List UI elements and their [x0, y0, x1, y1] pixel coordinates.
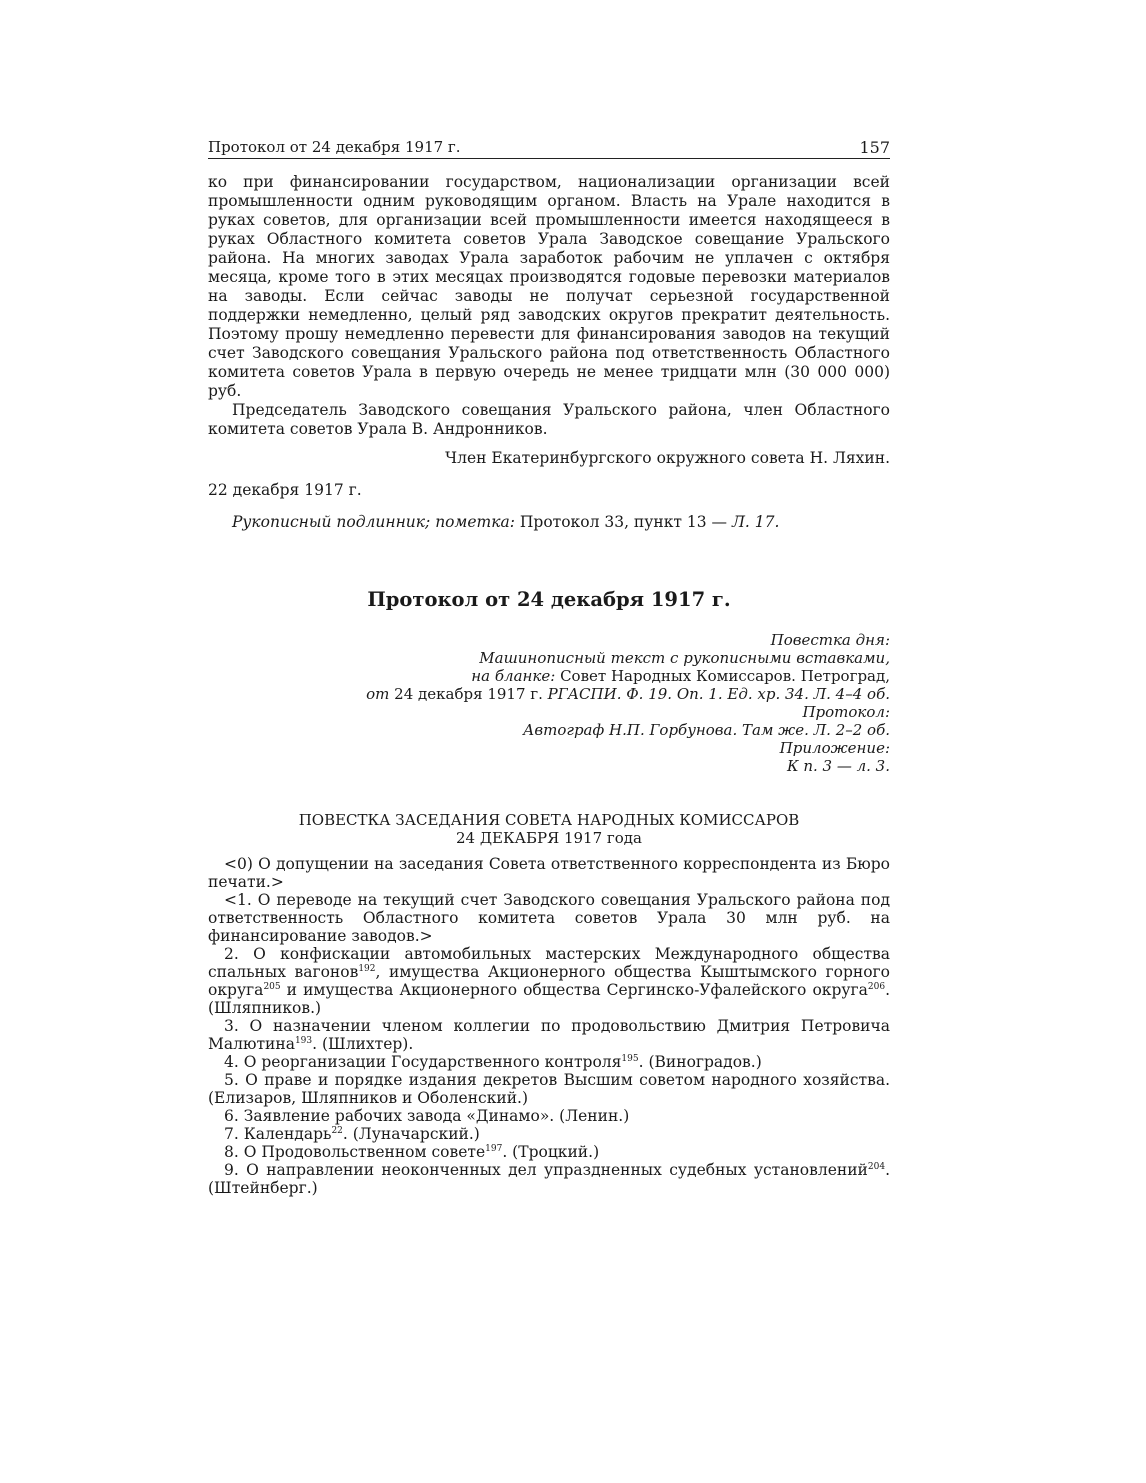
footnote-ref-195: 195	[621, 1053, 639, 1064]
meta-on-form-line	[208, 667, 890, 685]
agenda-item-4	[208, 1053, 890, 1071]
meta-from-label: от	[366, 685, 390, 703]
meta-protocol-label: Протокол:	[802, 703, 890, 721]
agenda-item-2-text-a: 2. О конфискации автомобильных мастерских Международного общества спальных вагонов	[208, 945, 890, 981]
letter-body: ко при финансировании государством, национализации организации всей промышленности одним руководящим органом. Власть на Урале находится в руках советов, для организации всей промышленности имеется находящееся в руках Областного комитета советов Урала Заводское совещание Уральского района. На многих заводах Урала заработок рабочим не уплачен с октября месяца, кроме того в этих месяцах производятся годовые перевозки материалов на заводы. Если сейчас заводы не получат серьезной государственной поддержки немедленно, целый ряд заводских округов прекратит деятельность. Поэтому прошу немедленно перевести для финансирования заводов на текущий счет Заводского совещания Уральского района под ответственность Областного комитета советов Урала в первую очередь не менее тридцати млн (30 000 000) руб.	[208, 173, 890, 400]
archival-metadata	[208, 631, 890, 775]
signature-member: Член Екатеринбургского окружного совета Н. Ляхин.	[445, 449, 890, 467]
source-note-sheet: Л. 17.	[731, 513, 780, 531]
agenda-item-9-text-a: 9. О направлении неоконченных дел упраздненных судебных установлений	[224, 1161, 868, 1179]
agenda-item-4-text-b: . (Виноградов.)	[638, 1053, 762, 1071]
agenda-title-line-2: 24 ДЕКАБРЯ 1917 года	[456, 829, 642, 847]
footnote-ref-204: 204	[867, 1161, 886, 1172]
source-note	[208, 513, 890, 532]
agenda-item-5: 5. О праве и порядке издания декретов Высшим советом народного хозяйства. (Елизаров, Шляпников и Оболенский.)	[208, 1071, 890, 1107]
meta-from-date: 24 декабря 1917 г.	[389, 685, 548, 703]
agenda-list	[208, 855, 890, 1197]
meta-appendix-label: Приложение:	[779, 739, 890, 757]
agenda-item-0: <0) О допущении на заседания Совета ответственного корреспондента из Бюро печати.>	[208, 855, 890, 891]
meta-typed-text: Машинописный текст с рукописными вставками,	[479, 649, 890, 667]
protocol-title: Протокол от 24 декабря 1917 г.	[367, 588, 731, 611]
source-note-type: Рукописный подлинник; пометка:	[232, 513, 515, 531]
page-number: 157	[859, 138, 890, 157]
agenda-item-6: 6. Заявление рабочих завода «Динамо». (Ленин.)	[224, 1107, 630, 1125]
running-header	[208, 138, 890, 159]
agenda-item-2-text-b: , имущества Акционерного общества Кыштымского горного округа	[208, 963, 891, 999]
meta-autograph: Автограф Н.П. Горбунова. Там же. Л. 2–2 об.	[523, 721, 890, 739]
agenda-item-2-text-d: . (Шляпников.)	[208, 981, 890, 1017]
agenda-item-9-text-b: . (Штейнберг.)	[208, 1161, 890, 1197]
agenda-item-3-text-b: . (Шлихтер).	[312, 1035, 414, 1053]
agenda-title	[208, 811, 890, 847]
agenda-item-3	[208, 1017, 890, 1053]
agenda-item-7	[208, 1125, 890, 1143]
footnote-ref-197: 197	[485, 1143, 503, 1154]
footnote-ref-206: 206	[867, 981, 886, 992]
agenda-item-3-text-a: 3. О назначении членом коллегии по продовольствию Дмитрия Петровича Малютина	[208, 1017, 890, 1053]
page-content	[208, 138, 890, 1197]
signature-chairman: Председатель Заводского совещания Уральского района, член Областного комитета советов Урала В. Андронников.	[208, 401, 890, 438]
agenda-item-7-text-a: 7. Календарь	[224, 1125, 332, 1143]
footnote-ref-205: 205	[263, 981, 281, 992]
agenda-item-2	[208, 945, 890, 1017]
agenda-item-7-text-b: . (Луначарский.)	[342, 1125, 480, 1143]
agenda-item-8-text-b: . (Троцкий.)	[502, 1143, 600, 1161]
meta-on-form-label: на бланке:	[471, 667, 556, 685]
letter-date: 22 декабря 1917 г.	[208, 481, 362, 499]
agenda-item-8	[208, 1143, 890, 1161]
meta-agenda-label: Повестка дня:	[770, 631, 890, 649]
meta-appendix-ref: К п. 3 — л. 3.	[786, 757, 890, 775]
running-title: Протокол от 24 декабря 1917 г.	[208, 138, 461, 156]
meta-from-line	[208, 685, 890, 703]
footnote-ref-193: 193	[294, 1035, 313, 1046]
source-note-mark: Протокол 33, пункт 13 —	[514, 513, 732, 531]
agenda-title-line-1: ПОВЕСТКА ЗАСЕДАНИЯ СОВЕТА НАРОДНЫХ КОМИССАРОВ	[298, 811, 800, 829]
agenda-item-9	[208, 1161, 890, 1197]
meta-archive-ref: РГАСПИ. Ф. 19. Оп. 1. Ед. хр. 34. Л. 4–4 об.	[547, 685, 890, 703]
agenda-item-2-text-c: и имущества Акционерного общества Сергинско-Уфалейского округа	[280, 981, 868, 999]
footnote-ref-192: 192	[358, 963, 376, 974]
footnote-ref-22: 22	[331, 1125, 343, 1136]
meta-on-form-value: Совет Народных Комиссаров. Петроград,	[555, 667, 890, 685]
agenda-item-8-text-a: 8. О Продовольственном совете	[224, 1143, 486, 1161]
agenda-item-4-text-a: 4. О реорганизации Государственного контроля	[224, 1053, 622, 1071]
agenda-item-1: <1. О переводе на текущий счет Заводского совещания Уральского района под ответственность Областного комитета советов Урала 30 млн руб. на финансирование заводов.>	[208, 891, 890, 945]
